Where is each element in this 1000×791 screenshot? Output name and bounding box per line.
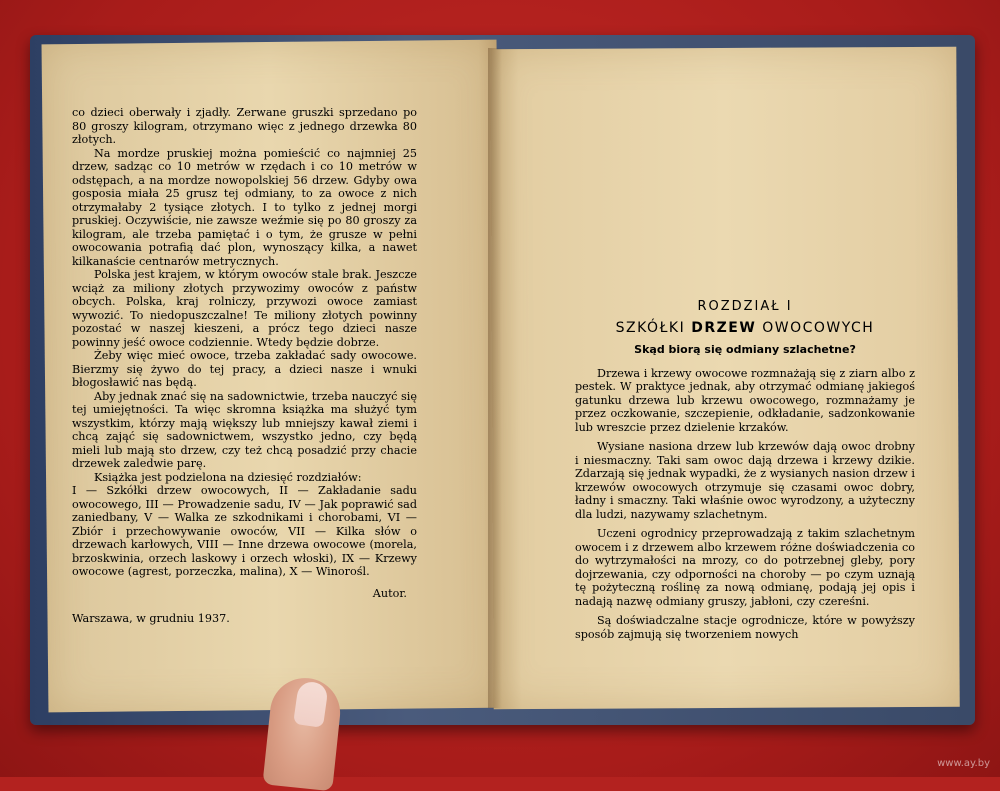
book-gutter [488, 48, 502, 708]
paragraph: Aby jednak znać się na sadownictwie, trzeba nauczyć się tej umiejętności. Ta więc skromna książka ma służyć tym wszystkim, którzy mają większy lub mniejszy kawał ziemi i chcą zająć się sadownictwem, wszystko jedno, czy będą mieli lub mają sto drzew, czy też chcą posadzić przy chacie drzewek zaledwie parę. [72, 389, 417, 470]
chapter-title-bold: DRZEW [691, 319, 757, 336]
paragraph: Na mordze pruskiej można pomieścić co najmniej 25 drzew, sadząc co 10 metrów w rzędach i co 10 metrów w odstępach, a na mordze nowopolskiej 56 drzew. Gdyby owa gosposia miała 25 grusz tej odmiany, to za owoce z nich otrzymałaby 2 tysiące złotych. I to tylko z jednej morgi pruskiej. Oczywiście, nie zawsze weźmie się po 80 groszy za kilogram, ale trzeba pamiętać i o tym, że grusze w pełni owocowania potrafią dać plon, wynoszący kilka, a nawet kilkanaście centnarów metrycznych. [72, 146, 417, 268]
paragraph: Są doświadczalne stacje ogrodnicze, które w powyższy sposób zajmują się tworzeniem nowych [575, 614, 915, 641]
right-page-text [575, 300, 915, 641]
paragraph: Drzewa i krzewy owocowe rozmnażają się z ziarn albo z pestek. W praktyce jednak, aby otrzymać odmianę jakiegoś gatunku drzewa lub krzewu owocowego, rozmnażamy je przez oczkowanie, szczepienie, odkładanie, sadzonkowanie lub wreszcie przez dzielenie krzaków. [575, 366, 915, 434]
paragraph: Książka jest podzielona na dziesięć rozdziałów: [94, 470, 362, 484]
section-subtitle: Skąd biorą się odmiany szlachetne? [634, 343, 856, 356]
paragraph: Uczeni ogrodnicy przeprowadzają z takim szlachetnym owocem i z drzewem albo krzewem różne doświadczenia co do wytrzymałości na mrozy, co do potrzebnej gleby, pory dojrzewania, czy odporności na choroby — po czym uznają tę pożyteczną roślinę za nową odmianę, podają jej opis i nadają nazwę odmiany gruszy, jabłoni, czy czereśni. [575, 527, 915, 608]
date-line: Warszawa, w grudniu 1937. [72, 612, 230, 625]
paragraph: co dzieci oberwały i zjadły. Zerwane gruszki sprzedano po 80 groszy kilogram, otrzymano więc z jednego drzewka 80 złotych. [72, 106, 417, 146]
chapter-title-prefix: SZKÓŁKI [615, 319, 686, 336]
chapter-label: ROZDZIAŁ I [697, 299, 793, 314]
left-page-text [72, 106, 417, 626]
chapters-list: I — Szkółki drzew owocowych, II — Zakładanie sadu owocowego, III — Prowadzenie sadu, IV — Jak poprawić sad zaniedbany, V — Walka ze szkodnikami i chorobami, VI — Zbiór i przechowywanie owoców, VII — Kilka słów o drzewach karłowych, VIII — Inne drzewa owocowe (morela, brzoskwinia, orzech laskowy i orzech włoski), IX — Krzewy owocowe (agrest, porzeczka, malina), X — Winorośl. [72, 484, 417, 578]
paragraph: Wysiane nasiona drzew lub krzewów dają owoc drobny i niesmaczny. Taki sam owoc dają drzewa i krzewy dzikie. Zdarzają się jednak wypadki, że z wysianych nasion drzew i krzewów owocowych otrzymuje się czasami owoc dobry, ładny i smaczny. Taki właśnie owoc wyrodzony, a użyteczny dla ludzi, nazywamy szlachetnym. [575, 440, 915, 521]
chapter-title [575, 319, 915, 336]
paragraph: Żeby więc mieć owoce, trzeba zakładać sady owocowe. Bierzmy się żywo do tej pracy, a dzieci nasze i wnuki błogosławić nas będą. [72, 349, 417, 389]
paragraph: Polska jest krajem, w którym owoców stale brak. Jeszcze wciąż za miliony złotych przywozimy owoców z państw obcych. Polska, kraj rolniczy, przywozi owoce zamiast wywozić. To niedopuszczalne! Te miliony złotych powinny pozostać w naszej kieszeni, a prócz tego dzieci nasze powinny jeść owoce codziennie. Wtedy będzie dobrze. [72, 268, 417, 349]
author-signature: Autor. [372, 586, 407, 600]
chapter-title-suffix: OWOCOWYCH [762, 319, 875, 336]
watermark: www.ay.by [937, 758, 990, 769]
